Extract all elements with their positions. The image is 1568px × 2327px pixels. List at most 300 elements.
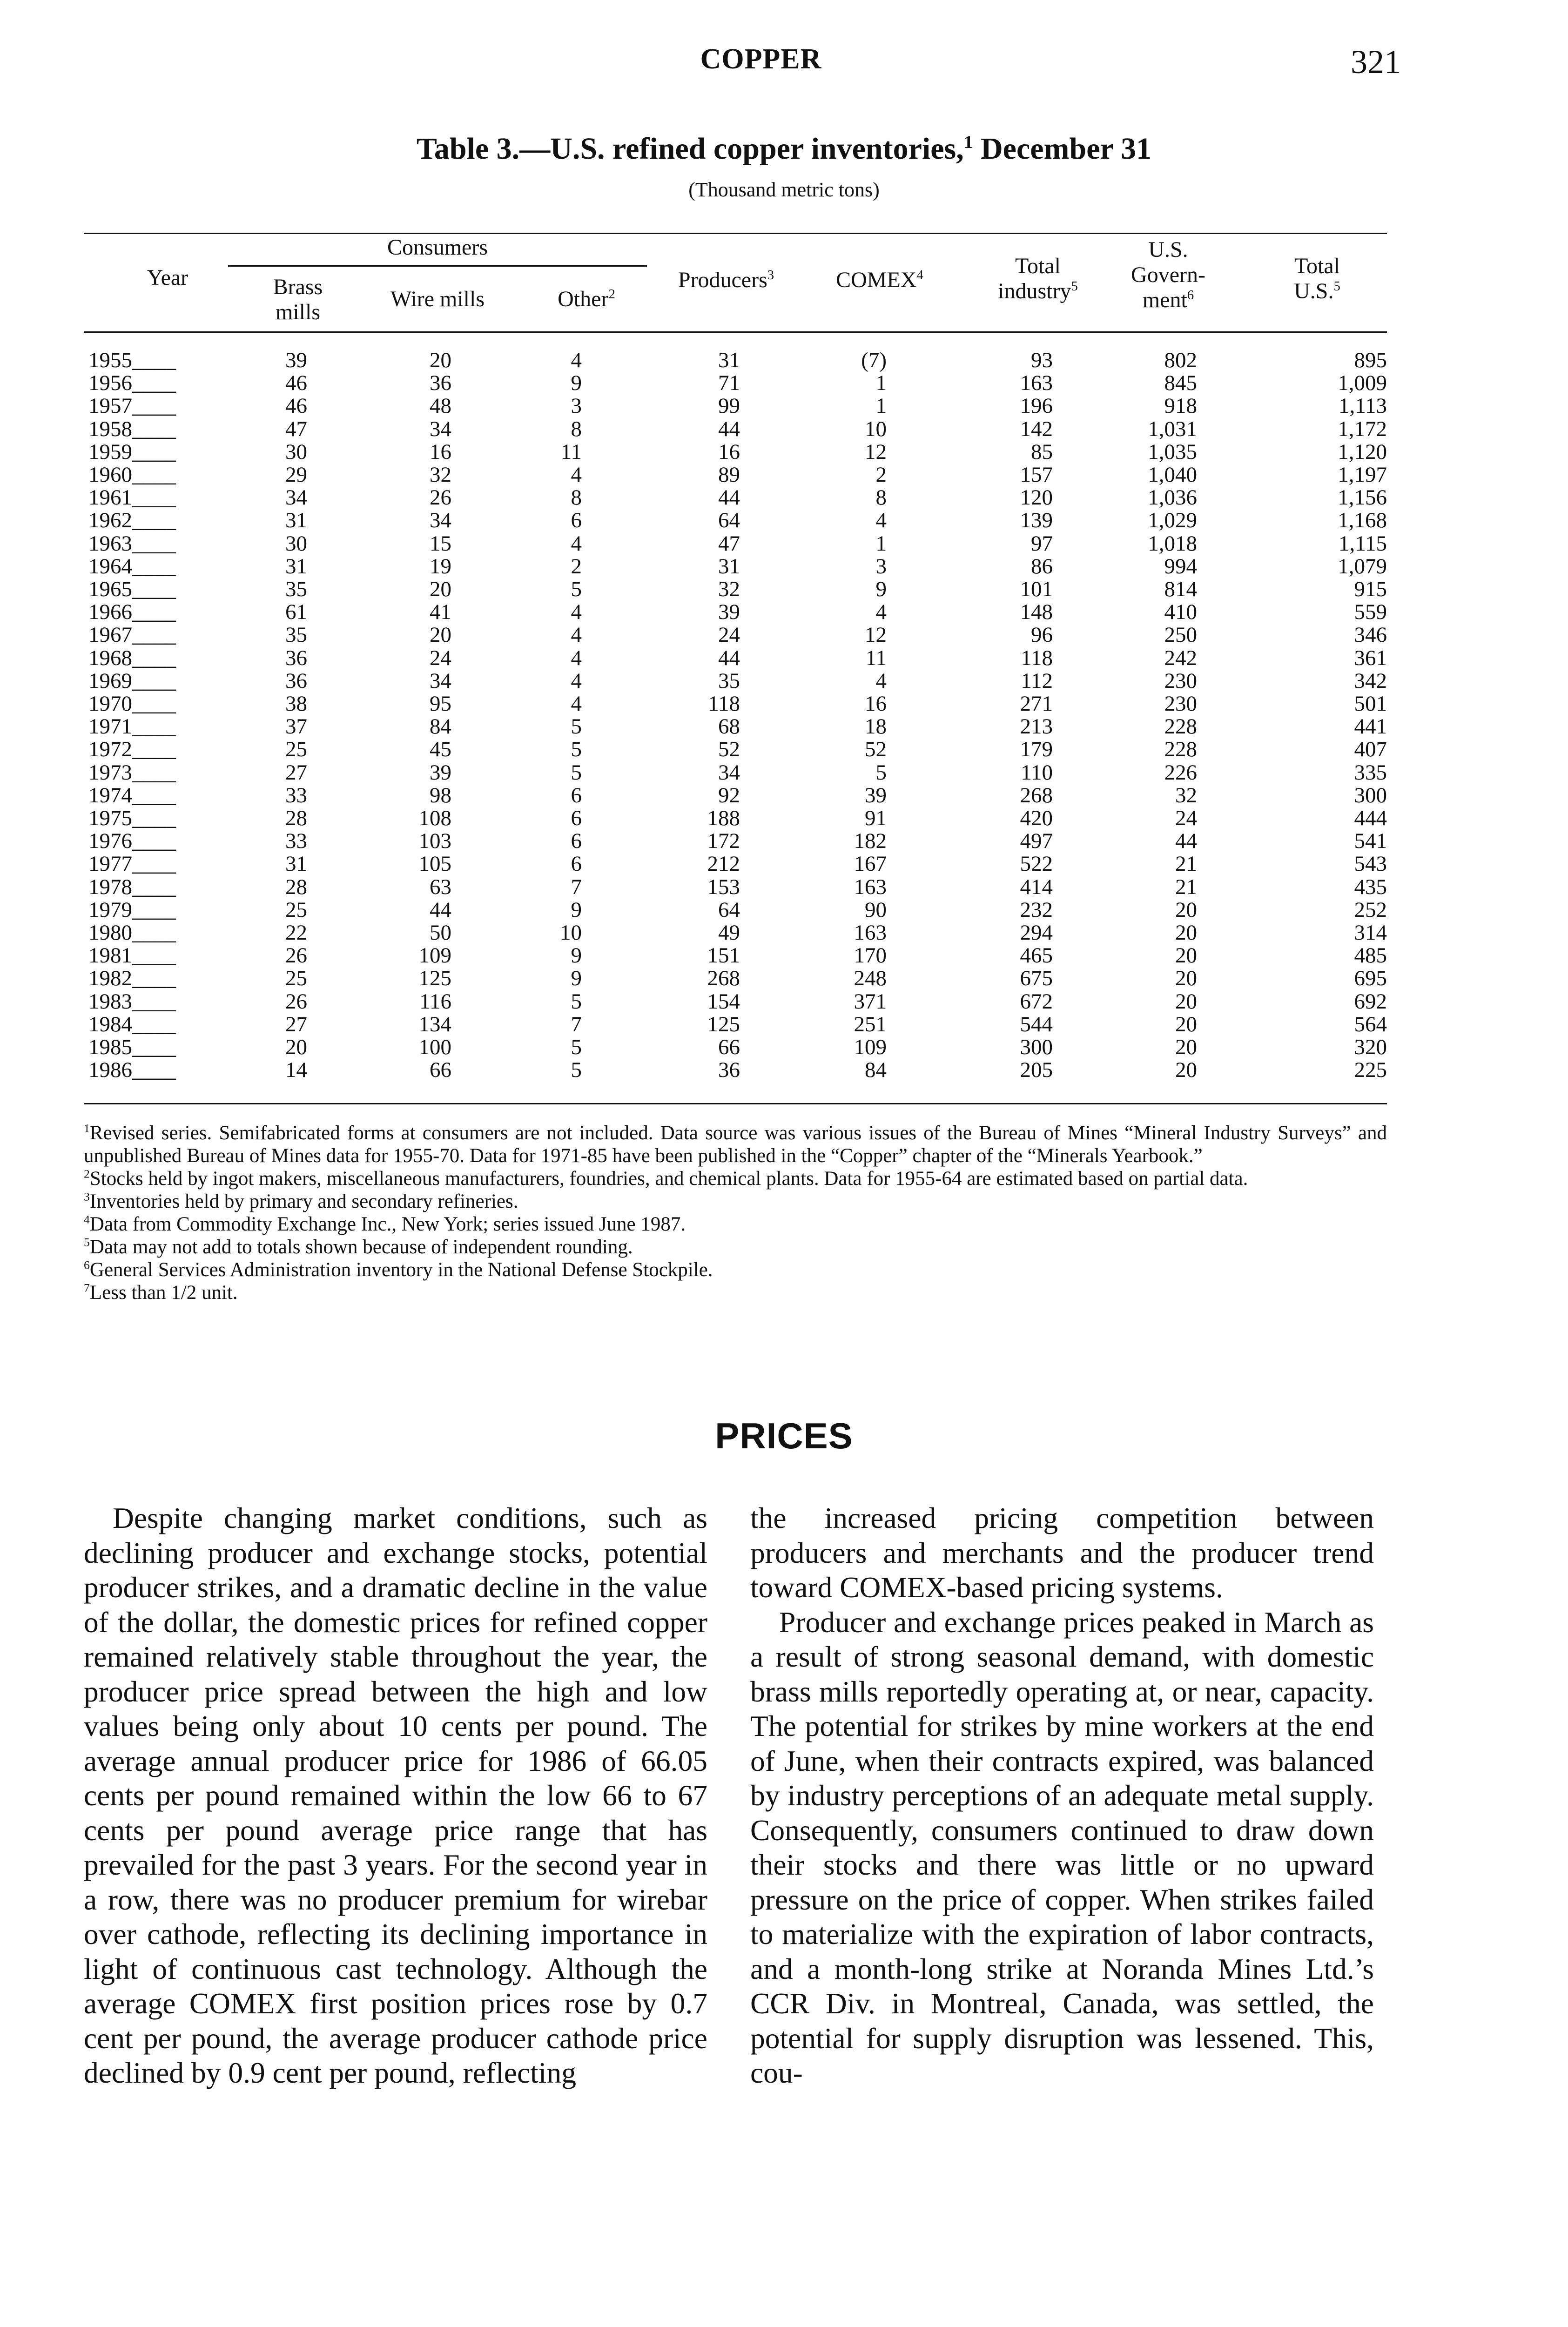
cell-comex: 10 [865,417,887,441]
table-bottom-rule [84,1103,1387,1104]
cell-year: 1984 [88,1012,132,1036]
cell-year-wrap [88,624,176,646]
cell-producers: 92 [718,783,740,807]
year-leader-dots: ____ [132,692,176,716]
header-us-government-line2: Govern- [1131,262,1205,287]
cell-total-us: 485 [1354,943,1387,968]
header-total-us-line1: Total [1294,254,1340,278]
header-producers-text: Producers [678,268,767,292]
cell-year-wrap [88,693,176,715]
cell-total-industry: 672 [1020,989,1053,1014]
cell-brass-mills: 47 [285,417,307,441]
year-leader-dots: ____ [132,1012,176,1036]
cell-wire-mills: 66 [430,1058,451,1083]
header-total-us-sup: 5 [1333,279,1340,294]
cell-other: 4 [571,463,582,487]
cell-year: 1979 [88,897,132,922]
cell-other: 6 [571,783,582,807]
cell-us-government: 802 [1164,348,1197,372]
cell-total-industry: 85 [1031,439,1053,464]
table-row [0,1059,1568,1082]
cell-us-government: 242 [1164,646,1197,670]
cell-year: 1983 [88,989,132,1014]
header-brass-mills-line2: mills [275,300,321,324]
cell-comex: 12 [865,623,887,647]
cell-comex: 248 [854,966,887,991]
cell-other: 6 [571,829,582,854]
header-us-government-line3 [1108,288,1229,313]
cell-brass-mills: 20 [285,1035,307,1059]
cell-wire-mills: 108 [418,806,451,830]
cell-total-industry: 179 [1020,737,1053,762]
cell-year: 1958 [88,417,132,441]
cell-total-industry: 205 [1020,1058,1053,1083]
header-us-government [1108,237,1229,313]
cell-other: 9 [571,966,582,991]
cell-brass-mills: 33 [285,829,307,854]
cell-us-government: 24 [1175,806,1197,830]
year-leader-dots: ____ [132,1035,176,1059]
cell-other: 8 [571,417,582,441]
cell-total-us: 915 [1354,577,1387,601]
header-other-text: Other [558,287,609,311]
year-leader-dots: ____ [132,463,176,487]
cell-brass-mills: 30 [285,439,307,464]
cell-year-wrap [88,670,176,693]
table-row [0,876,1568,899]
cell-brass-mills: 28 [285,874,307,899]
cell-producers: 188 [707,806,740,830]
cell-us-government: 21 [1175,874,1197,899]
year-leader-dots: ____ [132,897,176,922]
cell-total-us: 342 [1354,668,1387,693]
cell-year-wrap [88,486,176,509]
cell-year: 1977 [88,852,132,876]
cell-total-industry: 101 [1020,577,1053,601]
cell-year: 1955 [88,348,132,372]
cell-total-us: 1,115 [1338,531,1387,556]
cell-comex: 5 [875,760,887,785]
cell-total-industry: 86 [1031,554,1053,578]
table-row [0,670,1568,693]
cell-other: 6 [571,806,582,830]
cell-producers: 172 [707,829,740,854]
cell-total-us: 692 [1354,989,1387,1014]
cell-year: 1964 [88,554,132,578]
cell-year-wrap [88,418,176,441]
table-row [0,555,1568,578]
cell-us-government: 1,036 [1148,485,1197,510]
year-leader-dots: ____ [132,783,176,807]
cell-wire-mills: 15 [430,531,451,556]
cell-wire-mills: 50 [430,921,451,945]
cell-producers: 39 [718,600,740,625]
cell-producers: 47 [718,531,740,556]
cell-year-wrap [88,372,176,395]
cell-brass-mills: 26 [285,943,307,968]
cell-brass-mills: 34 [285,485,307,510]
cell-year-wrap [88,715,176,738]
cell-other: 9 [571,371,582,396]
year-leader-dots: ____ [132,921,176,945]
cell-other: 6 [571,508,582,533]
cell-total-industry: 97 [1031,531,1053,556]
cell-total-us: 1,009 [1338,371,1387,396]
cell-comex: 170 [854,943,887,968]
year-leader-dots: ____ [132,852,176,876]
cell-year: 1974 [88,783,132,807]
cell-us-government: 230 [1164,668,1197,693]
cell-us-government: 814 [1164,577,1197,601]
cell-other: 10 [560,921,582,945]
cell-year: 1978 [88,874,132,899]
footnote-mark: 7 [84,1281,90,1295]
cell-producers: 32 [718,577,740,601]
cell-producers: 71 [718,371,740,396]
cell-other: 11 [560,439,582,464]
cell-year-wrap [88,990,176,1013]
cell-year: 1976 [88,829,132,854]
cell-other: 7 [571,874,582,899]
cell-year-wrap [88,921,176,944]
year-leader-dots: ____ [132,668,176,693]
table-row [0,372,1568,395]
running-title: COPPER [700,43,822,75]
cell-brass-mills: 22 [285,921,307,945]
cell-wire-mills: 100 [418,1035,451,1059]
cell-producers: 118 [708,692,740,716]
cell-brass-mills: 39 [285,348,307,372]
cell-us-government: 20 [1175,1058,1197,1083]
cell-brass-mills: 27 [285,1012,307,1036]
body-paragraph: Despite changing market conditions, such as declining producer and exchange stocks, potential producer strikes, and a dramatic decline in the value of the dollar, the domestic prices for refined copper remained relatively stable throughout the year, the producer price spread between the high and low values being only about 10 cents per pound. The average annual producer price for 1986 of 66.05 cents per pound remained within the low 66 to 67 cents per pound average price range that has prevailed for the past 3 years. For the second year in a row, there was no producer premium for wirebar over cathode, reflecting its declining importance in light of continuous cast technology. Although the average COMEX first position prices rose by 0.7 cent per pound, the average producer cathode price declined by 0.9 cent per pound, reflecting [84,1501,707,2089]
cell-total-industry: 139 [1020,508,1053,533]
cell-us-government: 1,029 [1148,508,1197,533]
body-paragraph-continuation: the increased pricing competition between producers and merchants and the producer trend toward COMEX-based pricing systems. [750,1501,1374,1604]
cell-comex: 1 [875,531,887,556]
cell-total-us: 252 [1354,897,1387,922]
cell-other: 4 [571,600,582,625]
cell-total-us: 543 [1354,852,1387,876]
cell-wire-mills: 98 [430,783,451,807]
cell-us-government: 994 [1164,554,1197,578]
cell-year-wrap [88,944,176,967]
cell-other: 5 [571,989,582,1014]
cell-us-government: 226 [1164,760,1197,785]
cell-year-wrap [88,395,176,417]
cell-brass-mills: 25 [285,737,307,762]
footnote [84,1213,1387,1236]
cell-wire-mills: 20 [430,623,451,647]
header-total-industry-sup: 5 [1071,279,1078,294]
cell-total-industry: 522 [1020,852,1053,876]
header-comex-text: COMEX [836,268,917,292]
cell-wire-mills: 26 [430,485,451,510]
cell-year: 1963 [88,531,132,556]
footnote-mark: 6 [84,1258,90,1272]
cell-brass-mills: 61 [285,600,307,625]
cell-other: 3 [571,394,582,418]
footnote-text: Data may not add to totals shown because of independent rounding. [89,1236,633,1258]
cell-wire-mills: 84 [430,714,451,739]
cell-comex: 109 [854,1035,887,1059]
table-row [0,761,1568,784]
cell-comex: 1 [875,394,887,418]
cell-wire-mills: 36 [430,371,451,396]
cell-year: 1973 [88,760,132,785]
header-brass-mills [251,275,344,325]
cell-wire-mills: 103 [418,829,451,854]
header-other [531,287,642,312]
cell-total-us: 441 [1354,714,1387,739]
table-row [0,441,1568,464]
cell-wire-mills: 41 [430,600,451,625]
cell-total-industry: 112 [1021,668,1053,693]
table-row [0,784,1568,807]
cell-total-industry: 497 [1020,829,1053,854]
cell-brass-mills: 36 [285,646,307,670]
cell-total-us: 361 [1354,646,1387,670]
cell-wire-mills: 24 [430,646,451,670]
cell-total-us: 346 [1354,623,1387,647]
cell-us-government: 410 [1164,600,1197,625]
cell-brass-mills: 31 [285,554,307,578]
table-row [0,807,1568,830]
year-leader-dots: ____ [132,417,176,441]
cell-comex: 11 [865,646,887,670]
consumers-group-rule [228,265,647,267]
header-total-industry-line1: Total [1015,254,1061,278]
cell-other: 7 [571,1012,582,1036]
year-leader-dots: ____ [132,371,176,396]
cell-total-us: 1,168 [1338,508,1387,533]
header-total-us [1247,254,1387,304]
cell-wire-mills: 63 [430,874,451,899]
cell-total-us: 435 [1354,874,1387,899]
cell-us-government: 228 [1164,737,1197,762]
cell-other: 4 [571,668,582,693]
header-total-us-line2 [1247,279,1387,304]
cell-brass-mills: 25 [285,966,307,991]
table-title-footnote-mark: 1 [963,132,973,152]
cell-year-wrap [88,853,176,875]
body-column-right [750,1501,1374,2091]
cell-us-government: 1,040 [1148,463,1197,487]
cell-brass-mills: 46 [285,371,307,396]
footnote [84,1236,1387,1258]
year-leader-dots: ____ [132,600,176,625]
page-number: 321 [1351,43,1401,81]
year-leader-dots: ____ [132,577,176,601]
cell-producers: 16 [718,439,740,464]
cell-brass-mills: 31 [285,508,307,533]
cell-total-industry: 544 [1020,1012,1053,1036]
cell-other: 5 [571,760,582,785]
cell-year: 1968 [88,646,132,670]
cell-wire-mills: 48 [430,394,451,418]
cell-brass-mills: 25 [285,897,307,922]
header-us-government-line1: U.S. [1148,237,1188,262]
cell-producers: 151 [707,943,740,968]
cell-year-wrap [88,578,176,601]
cell-year: 1970 [88,692,132,716]
cell-total-us: 314 [1354,921,1387,945]
cell-year: 1971 [88,714,132,739]
cell-year: 1986 [88,1058,132,1083]
cell-comex: 90 [865,897,887,922]
cell-producers: 31 [718,554,740,578]
cell-comex: 39 [865,783,887,807]
cell-producers: 66 [718,1035,740,1059]
cell-producers: 154 [707,989,740,1014]
cell-wire-mills: 95 [430,692,451,716]
cell-year: 1981 [88,943,132,968]
cell-total-industry: 110 [1021,760,1053,785]
cell-comex: 4 [875,600,887,625]
cell-total-us: 1,120 [1338,439,1387,464]
cell-brass-mills: 14 [285,1058,307,1083]
table-row [0,830,1568,853]
cell-year-wrap [88,807,176,830]
cell-year-wrap [88,761,176,784]
table-row [0,1013,1568,1036]
cell-wire-mills: 134 [418,1012,451,1036]
table-row [0,1036,1568,1059]
cell-total-industry: 414 [1020,874,1053,899]
cell-brass-mills: 36 [285,668,307,693]
header-producers-sup: 3 [767,268,774,282]
cell-year: 1967 [88,623,132,647]
cell-us-government: 44 [1175,829,1197,854]
footnote-mark: 4 [84,1212,90,1226]
cell-comex: 3 [875,554,887,578]
cell-producers: 99 [718,394,740,418]
header-total-industry-line2 [968,279,1108,304]
table-row [0,715,1568,738]
footnote [84,1190,1387,1213]
cell-year-wrap [88,1036,176,1059]
cell-wire-mills: 39 [430,760,451,785]
table-row [0,693,1568,715]
year-leader-dots: ____ [132,554,176,578]
cell-year: 1961 [88,485,132,510]
cell-year: 1969 [88,668,132,693]
cell-wire-mills: 116 [419,989,451,1014]
cell-producers: 52 [718,737,740,762]
cell-comex: 1 [875,371,887,396]
cell-year-wrap [88,1013,176,1036]
cell-total-industry: 120 [1020,485,1053,510]
cell-brass-mills: 38 [285,692,307,716]
cell-total-industry: 420 [1020,806,1053,830]
cell-year-wrap [88,899,176,921]
footnote-text: Less than 1/2 unit. [89,1282,238,1304]
cell-year: 1959 [88,439,132,464]
cell-other: 4 [571,531,582,556]
cell-wire-mills: 16 [430,439,451,464]
table-row [0,464,1568,486]
cell-year-wrap [88,830,176,853]
cell-year-wrap [88,441,176,464]
cell-total-industry: 300 [1020,1035,1053,1059]
cell-total-industry: 465 [1020,943,1053,968]
table-row [0,738,1568,761]
footnote-mark: 5 [84,1235,90,1249]
cell-other: 5 [571,714,582,739]
cell-comex: 16 [865,692,887,716]
year-leader-dots: ____ [132,531,176,556]
cell-us-government: 20 [1175,943,1197,968]
cell-other: 4 [571,623,582,647]
table-row [0,418,1568,441]
cell-producers: 44 [718,485,740,510]
cell-us-government: 20 [1175,966,1197,991]
cell-total-us: 1,079 [1338,554,1387,578]
cell-other: 5 [571,577,582,601]
cell-year: 1966 [88,600,132,625]
cell-wire-mills: 20 [430,348,451,372]
table-top-rule [84,233,1387,234]
footnote-text: Inventories held by primary and secondary refineries. [89,1190,518,1212]
cell-producers: 68 [718,714,740,739]
year-leader-dots: ____ [132,439,176,464]
table-row [0,990,1568,1013]
cell-producers: 31 [718,348,740,372]
cell-us-government: 20 [1175,989,1197,1014]
cell-us-government: 918 [1164,394,1197,418]
cell-comex: (7) [861,348,887,372]
year-leader-dots: ____ [132,508,176,533]
cell-total-us: 559 [1354,600,1387,625]
cell-us-government: 845 [1164,371,1197,396]
year-leader-dots: ____ [132,943,176,968]
cell-total-us: 541 [1354,829,1387,854]
cell-comex: 91 [865,806,887,830]
cell-year-wrap [88,967,176,990]
cell-wire-mills: 34 [430,668,451,693]
cell-year-wrap [88,738,176,761]
cell-year-wrap [88,509,176,532]
footnote-text: Revised series. Semifabricated forms at consumers are not included. Data source was various issues of the Bureau of Mines “Mineral Industry Surveys” and unpublished Bureau of Mines data for 1955-70. Data for 1971-85 have been published in the “Copper” chapter of the “Minerals Yearbook.” [84,1122,1387,1167]
cell-year: 1962 [88,508,132,533]
cell-wire-mills: 45 [430,737,451,762]
table-title [0,131,1568,167]
cell-total-us: 300 [1354,783,1387,807]
cell-us-government: 230 [1164,692,1197,716]
cell-year-wrap [88,464,176,486]
table-title-tail: December 31 [973,132,1152,166]
cell-producers: 24 [718,623,740,647]
cell-wire-mills: 105 [418,852,451,876]
cell-wire-mills: 32 [430,463,451,487]
cell-year: 1982 [88,966,132,991]
cell-producers: 49 [718,921,740,945]
header-other-sup: 2 [608,287,615,302]
cell-producers: 35 [718,668,740,693]
cell-total-industry: 118 [1021,646,1053,670]
section-heading: PRICES [715,1415,853,1456]
year-leader-dots: ____ [132,394,176,418]
cell-total-industry: 213 [1020,714,1053,739]
cell-comex: 167 [854,852,887,876]
cell-wire-mills: 34 [430,508,451,533]
year-leader-dots: ____ [132,806,176,830]
header-comex [810,268,949,293]
cell-comex: 12 [865,439,887,464]
cell-brass-mills: 33 [285,783,307,807]
cell-comex: 163 [854,921,887,945]
cell-comex: 163 [854,874,887,899]
